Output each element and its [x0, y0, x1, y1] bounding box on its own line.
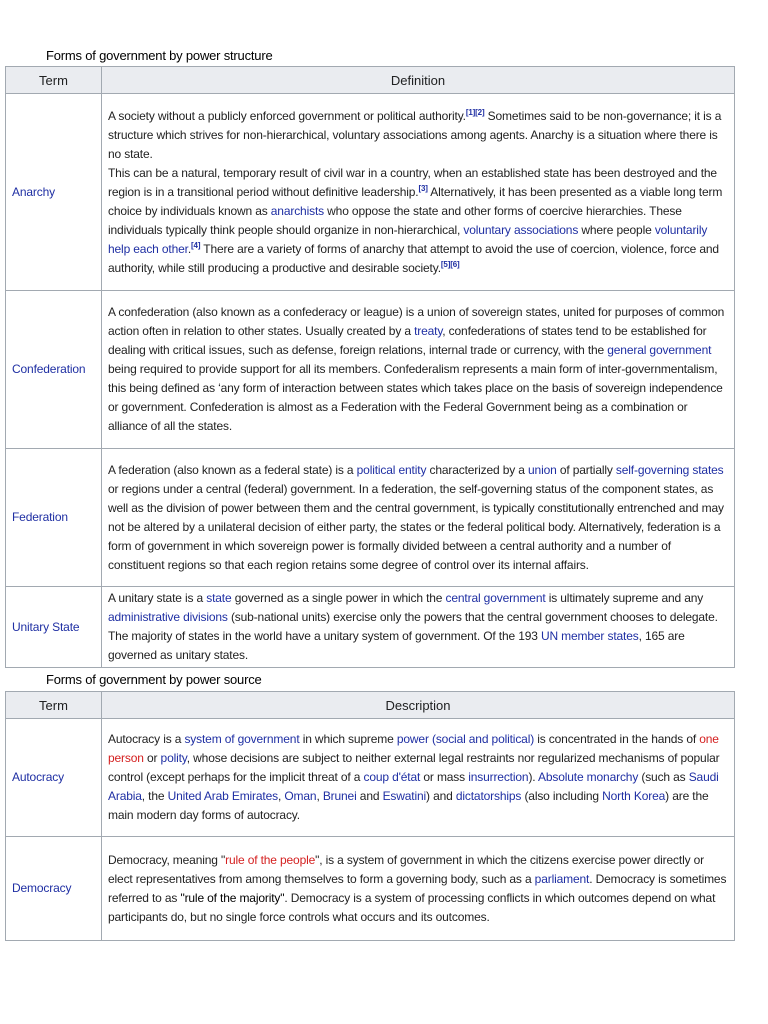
link-general-government[interactable]: general government	[607, 343, 712, 357]
link-union[interactable]: union	[528, 462, 557, 477]
table-row	[6, 587, 735, 668]
table-row	[6, 291, 735, 449]
link-administrative-divisions[interactable]: administrative divisions	[108, 610, 228, 624]
term-anarchy[interactable]: Anarchy	[6, 94, 102, 291]
table-row	[6, 449, 735, 587]
definition-federation: A federation (also known as a federal state) is a political entity characterized by a union of partially self-governing states or regions under a central (federal) government. In a federation, the self-governing status of the component states, as well as the division of power between them and the central government, is typically constitutionally entrenched and may not be altered by a unilateral decision of either party, the states or the federal political body. Alternatively, federation is a form of government in which sovereign power is formally divided between a central authority and a number of constituent regions so that each region retains some degree of control over its internal affairs.	[102, 449, 735, 587]
ref-link[interactable]: [4]	[191, 240, 201, 250]
link-oman[interactable]: Oman	[284, 789, 317, 803]
link-treaty[interactable]: treaty	[414, 324, 443, 338]
term-autocracy[interactable]: Autocracy	[6, 719, 102, 837]
link-political-entity[interactable]: political entity	[356, 462, 427, 477]
link-absolute-monarchy[interactable]: Absolute monarchy	[538, 770, 639, 784]
link-one-person[interactable]: one person	[108, 732, 719, 765]
link-coup-detat[interactable]: coup d'état	[363, 770, 421, 784]
term-federation[interactable]: Federation	[6, 449, 102, 587]
definition-confederation: A confederation (also known as a confederacy or league) is a union of sovereign states, united for purposes of common action often in relation to other states. Usually created by a treaty, confederations of states tend to be established for dealing with critical issues, such as defense, foreign relations, internal trade or currency, with the general government being required to provide support for all its members. Confederalism represents a main form of inter-governmentalism, this being defined as ‘any form of interaction between states which takes place on the basis of sovereign independence or government. Confederation is almost as a Federation with the Federal Government being as a combination or alliance of all the states.	[102, 291, 735, 449]
table-header-row	[6, 692, 735, 719]
link-united-arab-emirates[interactable]: United Arab Emirates	[167, 789, 278, 803]
link-parliament[interactable]: parliament	[534, 871, 590, 886]
term-confederation[interactable]: Confederation	[6, 291, 102, 449]
table-header-row	[6, 67, 735, 94]
link-brunei[interactable]: Brunei	[322, 789, 357, 803]
link-self-governing-states[interactable]: self-governing states	[615, 462, 724, 477]
power-structure-table	[5, 66, 735, 668]
link-un-member-states[interactable]: UN member states	[540, 629, 639, 643]
table-row	[6, 94, 735, 291]
definition-anarchy: A society without a publicly enforced government or political authority.[1][2] Sometimes said to be non-governance; it is a structure which strives for non-hierarchical, voluntary associations among agents. Anarchy is a situation where there is no state. This can be a natural, temporary result of civil war in a country, when an established state has been destroyed and the region is in a transitional period without definitive leadership.[3] Alternatively, it has been presented as a viable long term choice by individuals known as anarchists who oppose the state and other forms of coercive hierarchies. These individuals typically think people should organize in non-hierarchical, voluntary associations where people voluntarily help each other.[4] There are a variety of forms of anarchy that attempt to avoid the use of coercion, violence, force and authority, while still producing a productive and desirable society.[5][6]	[102, 94, 735, 291]
link-voluntary-associations[interactable]: voluntary associations	[463, 222, 579, 237]
term-democracy[interactable]: Democracy	[6, 837, 102, 941]
ref-link[interactable]: [3]	[418, 183, 428, 193]
link-dictatorships[interactable]: dictatorships	[455, 789, 522, 803]
header-term: Term	[6, 692, 102, 719]
link-insurrection[interactable]: insurrection	[468, 770, 529, 784]
link-voluntarily-help[interactable]: voluntarily help each other	[108, 222, 708, 256]
link-power[interactable]: power (social and political)	[396, 732, 535, 746]
ref-link[interactable]: [1][2]	[465, 107, 485, 117]
definition-unitary-state: A unitary state is a state governed as a single power in which the central government is ultimately supreme and any administrative divisions (sub-national units) exercise only the powers that the central government chooses to delegate. The majority of states in the world have a unitary system of government. Of the 193 UN member states, 165 are governed as unitary states.	[102, 587, 735, 668]
header-term: Term	[6, 67, 102, 94]
table1-caption: Forms of government by power structure	[46, 48, 273, 63]
term-unitary-state[interactable]: Unitary State	[6, 587, 102, 668]
quote-rule-of-majority: "rule of the majority"	[180, 890, 285, 905]
description-democracy: Democracy, meaning "rule of the people", is a system of government in which the citizens exercise power directly or elect representatives from among themselves to form a governing body, such as a parliament. Democracy is sometimes referred to as "rule of the majority". Democracy is a system of processing conflicts in which outcomes depend on what participants do, but no single force controls what occurs and its outcomes.	[102, 837, 735, 941]
link-eswatini[interactable]: Eswatini	[382, 789, 427, 803]
link-central-government[interactable]: central government	[445, 591, 546, 605]
link-state[interactable]: state	[206, 591, 232, 605]
header-definition: Definition	[102, 67, 735, 94]
power-source-table	[5, 691, 735, 941]
ref-link[interactable]: [5][6]	[440, 259, 460, 269]
link-system-of-government[interactable]: system of government	[184, 732, 300, 746]
table-row	[6, 719, 735, 837]
link-north-korea[interactable]: North Korea	[602, 789, 666, 803]
link-rule-of-the-people[interactable]: rule of the people	[225, 852, 316, 867]
link-saudi-arabia[interactable]: Saudi Arabia	[108, 770, 719, 803]
link-polity[interactable]: polity	[160, 751, 187, 765]
table-row	[6, 837, 735, 941]
link-anarchists[interactable]: anarchists	[270, 203, 324, 218]
table2-caption: Forms of government by power source	[46, 672, 262, 687]
header-description: Description	[102, 692, 735, 719]
description-autocracy: Autocracy is a system of government in which supreme power (social and political) is concentrated in the hands of one person or polity, whose decisions are subject to neither external legal restraints nor regularized mechanisms of popular control (except perhaps for the implicit threat of a coup d'état or mass insurrection). Absolute monarchy (such as Saudi Arabia, the United Arab Emirates, Oman, Brunei and Eswatini) and dictatorships (also including North Korea) are the main modern day forms of autocracy.	[102, 719, 735, 837]
